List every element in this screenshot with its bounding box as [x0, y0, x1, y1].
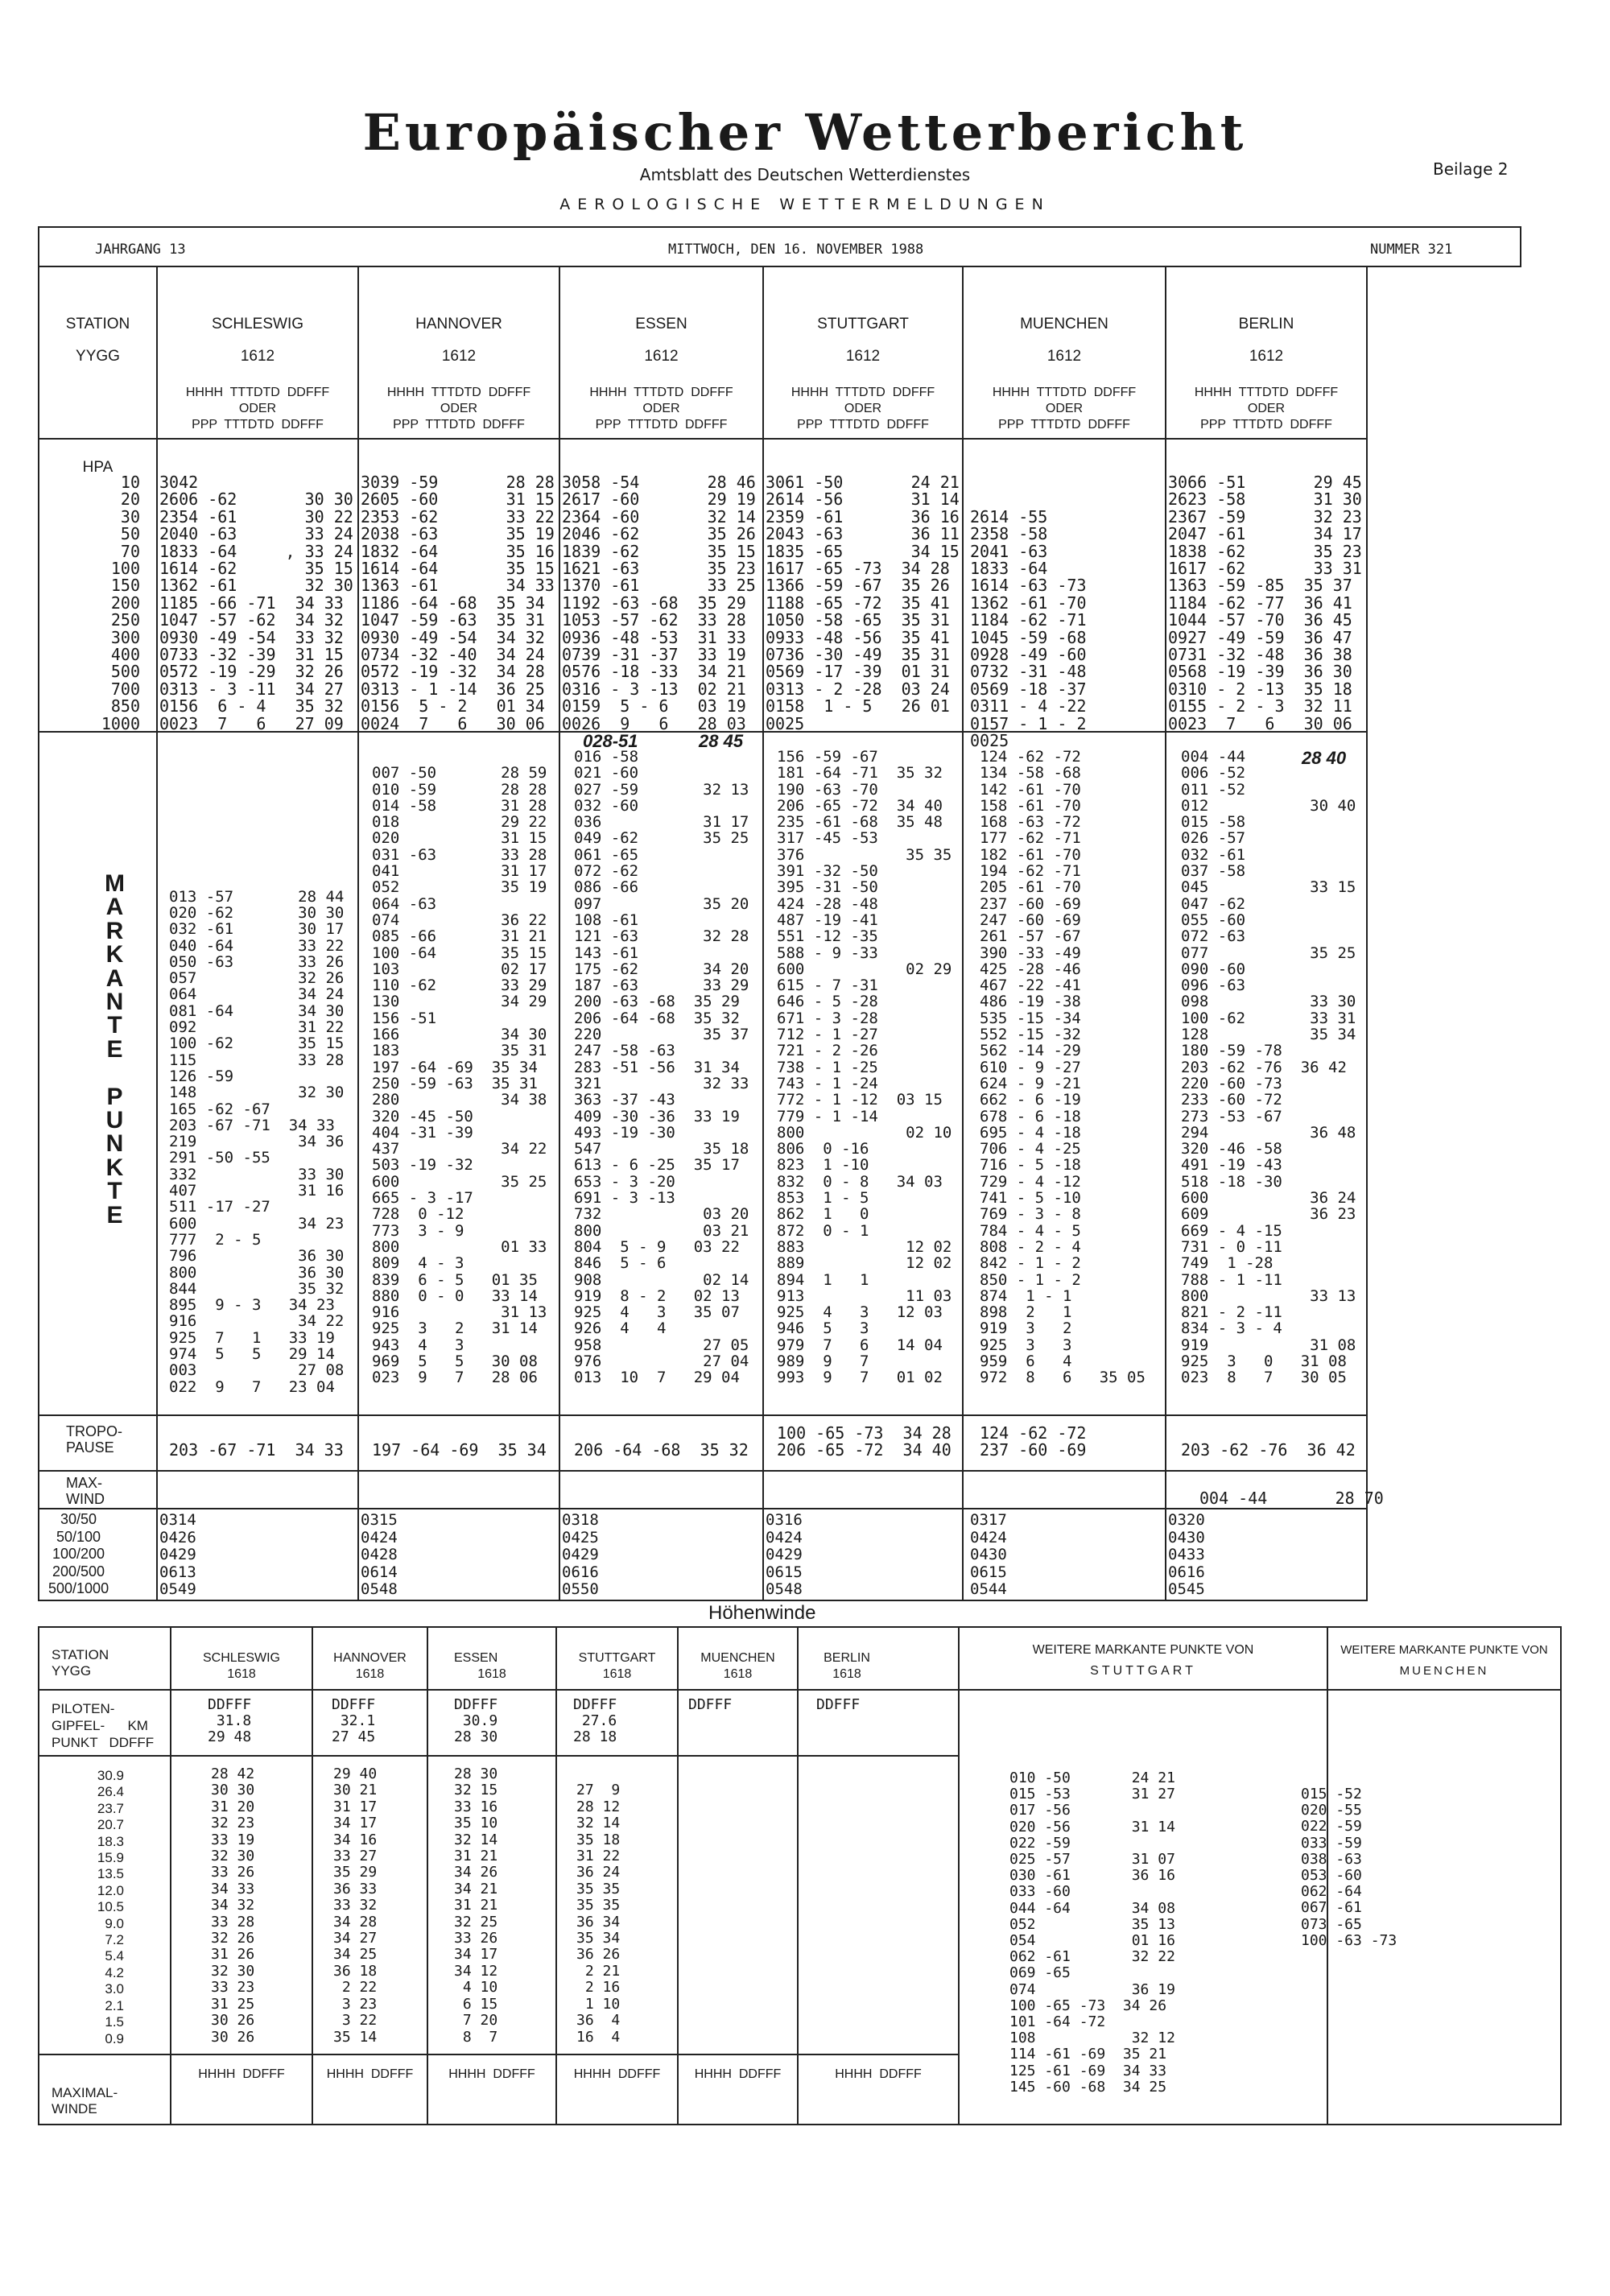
maxwind-head: HHHH DDFFF — [573, 2067, 661, 2081]
col-sep — [170, 1626, 171, 2125]
further-stuttgart-head: WEITERE MARKANTE PUNKTE VON STUTTGART — [1032, 1643, 1254, 1678]
further-muenchen-data: 015 -52 020 -55 022 -59 033 -59 038 -63 053 -60 062 -64 067 -61 073 -65 100 -63 -73 — [1301, 1786, 1397, 1949]
station-label: STATION — [65, 316, 130, 332]
markante-hannover: 007 -50 28 59 010 -59 28 28 014 -58 31 28 018 29 22 020 31 15 031 -63 33 28 041 31 17 052 35 19 064 -63 074 36 22 085 -66 31 21 100 -64 35 15 103 02 17 110 -62 33 29 130 34 29 156 -51 166 34 30 183 35 31 197 -64 -69 35 34 250 -59 -63 35 31 280 34 38 320 -45 -50 404 -31 -39 437 34 22 503 -19 -32 600 35 25 665 - 3 -17 728 0 -12 773 3 - 9 800 01 33 809 4 - 3 839 6 - 5 01 35 880 0 - 0 33 14 916 31 13 925 3 2 31 14 943 4 3 969 5 5 30 08 023 9 7 28 06 — [372, 764, 547, 1387]
table1-left-border — [38, 226, 39, 1601]
yygg-label: YYGG — [76, 348, 120, 365]
col-subheader: HHHH TTTDTD DDFFF ODER PPP TTTDTD DDFFF — [791, 386, 935, 432]
col-sep — [559, 266, 560, 1601]
thickness-labels: 30/50 50/100 100/200 200/500 500/1000 — [48, 1511, 109, 1596]
winds-schleswig: 28 42 30 30 31 20 32 23 33 19 32 30 33 26 34 33 34 32 33 28 32 26 31 26 32 30 33 23 31 25 30 26 30 26 — [211, 1765, 255, 2046]
station-yygg: 1612 — [845, 348, 881, 365]
station-name: MUENCHEN — [1020, 316, 1108, 332]
std-levels-schleswig: 3042 2606 -62 30 30 2354 -61 30 22 2040 -63 33 24 1833 -64 , 33 24 1614 -62 35 15 1362 -61 32 30 1185 -66 -71 34 33 1047 -57 -62 34 32 0930 -49 -54 33 32 0733 -32 -39 31 15 0572 -19 -29 32 26 0313 - 3 -11 34 27 0156 6 - 4 35 32 0023 7 6 27 09 — [159, 473, 353, 733]
hpa-levels: 10 20 30 50 70 100 150 200 250 300 400 500 700 850 1000 — [101, 473, 140, 733]
section-title: AEROLOGISCHE WETTERMELDUNGEN — [559, 196, 1051, 213]
further-stuttgart-data: 010 -50 24 21 015 -53 31 27 017 -56 020 -56 31 14 022 -59 025 -57 31 07 030 -61 36 16 033 -60 044 -64 34 08 052 35 13 054 01 16 062 -61 32 22 069 -65 074 36 19 100 -65 -73 34 26 101 -64 -72 108 32 12 114 -61 -69 35 21 125 -61 -69 34 33 145 -60 -68 34 25 — [1009, 1769, 1175, 2096]
markante-schleswig: 013 -57 28 44 020 -62 30 30 032 -61 30 17 040 -64 33 22 050 -63 33 26 057 32 26 064 34 24 081 -64 34 30 092 31 22 100 -62 35 15 115 33 28 126 -59 148 32 30 165 -62 -67 203 -67 -71 34 33 219 34 36 291 -50 -55 332 33 30 407 31 16 511 -17 -27 600 34 23 777 2 - 5 796 36 30 800 36 30 844 35 32 895 9 - 3 34 23 916 34 22 925 7 1 33 19 974 5 5 29 14 003 27 08 022 9 7 23 04 — [169, 887, 345, 1396]
station-name: ESSEN — [635, 316, 687, 332]
tropo-separator — [38, 1470, 1368, 1472]
winds-hannover: 29 40 30 21 31 17 34 17 34 16 33 27 35 29 36 33 33 32 34 28 34 27 34 25 36 18 2 22 3 23 3 22 35 14 — [333, 1765, 378, 2046]
table2-bottom-border — [38, 2124, 1562, 2125]
station-name: SCHLESWIG — [211, 316, 304, 332]
col-subheader: HHHH TTTDTD DDFFF ODER PPP TTTDTD DDFFF — [185, 386, 330, 432]
col-sep — [677, 1626, 679, 2125]
col-sep — [427, 1626, 428, 2125]
col-subheader: HHHH TTTDTD DDFFF ODER PPP TTTDTD DDFFF — [992, 386, 1137, 432]
col-subheader: HHHH TTTDTD DDFFF ODER PPP TTTDTD DDFFF — [386, 386, 531, 432]
station-name: MUENCHEN 1618 — [700, 1651, 775, 1681]
tropo-schleswig: 203 -67 -71 34 33 — [169, 1440, 344, 1460]
markante-punkte-label — [97, 872, 133, 1227]
tropo-essen: 206 -64 -68 35 32 — [574, 1440, 749, 1460]
maxwind-head: HHHH DDFFF — [694, 2067, 782, 2081]
pilot-essen: DDFFF 30.9 28 30 — [454, 1696, 498, 1745]
header-row-separator — [38, 438, 1368, 440]
pilot-berlin: DDFFF — [816, 1696, 861, 1713]
hpa-label: HPA — [82, 459, 114, 476]
markante-muenchen: 124 -62 -72 134 -58 -68 142 -61 -70 158 -61 -70 168 -63 -72 177 -62 -71 182 -61 -70 194 -62 -71 205 -61 -70 237 -60 -69 247 -60 -69 261 -57 -67 390 -33 -49 425 -28 -46 467 -22 -41 486 -19 -38 535 -15 -34 552 -15 -32 562 -14 -29 610 - 9 -27 624 - 9 -21 662 - 6 -19 678 - 6 -18 695 - 4 -18 706 - 4 -25 716 - 5 -18 729 - 4 -12 741 - 5 -10 769 - 3 - 8 784 - 4 - 5 808 - 2 - 4 842 - 1 - 2 850 - 1 - 2 874 1 - 1 898 2 1 919 3 2 925 3 3 959 6 4 972 8 6 35 05 — [980, 748, 1146, 1387]
thickness-berlin: 0320 0430 0433 0616 0545 — [1168, 1511, 1205, 1598]
markante-stuttgart: 156 -59 -67 181 -64 -71 35 32 190 -63 -70 206 -65 -72 34 40 235 -61 -68 35 48 317 -45 -53 376 35 35 391 -32 -50 395 -31 -50 424 -28 -48 487 -19 -41 551 -12 -35 588 - 9 -33 600 02 29 615 - 7 -31 646 - 5 -28 671 - 3 -28 712 - 1 -27 721 - 2 -26 738 - 1 -25 743 - 1 -24 772 - 1 -12 03 15 779 - 1 -14 800 02 10 806 0 -16 823 1 -10 832 0 - 8 34 03 853 1 - 5 862 1 0 872 0 - 1 883 12 02 889 12 02 894 1 1 913 11 03 925 4 3 12 03 946 5 3 979 7 6 14 04 989 9 7 993 9 7 01 02 — [777, 748, 952, 1387]
maxwind-berlin: 004 -44 28 70 — [1199, 1489, 1384, 1508]
thickness-stuttgart: 0316 0424 0429 0615 0548 — [766, 1511, 803, 1598]
col-subheader: HHHH TTTDTD DDFFF ODER PPP TTTDTD DDFFF — [1194, 386, 1339, 432]
pilot-hannover: DDFFF 32.1 27 45 — [332, 1696, 376, 1745]
beilage-label: Beilage 2 — [1433, 159, 1509, 179]
station-name: STUTTGART — [817, 316, 909, 332]
thickness-hannover: 0315 0424 0428 0614 0548 — [361, 1511, 398, 1598]
thickness-essen: 0318 0425 0429 0616 0550 — [562, 1511, 599, 1598]
tropo-label: TROPO- PAUSE — [66, 1423, 122, 1456]
date-row-separator — [38, 266, 1521, 267]
pilot-schleswig: DDFFF 31.8 29 48 — [208, 1696, 252, 1745]
row-sep — [38, 1689, 958, 1691]
table1-bottom-border — [38, 1600, 1368, 1601]
winds-essen: 28 30 32 15 33 16 35 10 32 14 31 21 34 26 34 21 31 21 32 25 33 26 34 17 34 12 4 10 6 15 7 20 8 7 — [454, 1765, 498, 2046]
thickness-muenchen: 0317 0424 0430 0615 0544 — [970, 1511, 1007, 1598]
station-name: ESSEN 1618 — [454, 1651, 506, 1681]
row-sep — [38, 2054, 958, 2055]
issue-date: MITTWOCH, DEN 16. NOVEMBER 1988 — [668, 242, 924, 258]
handwritten-note: 28 45 — [699, 731, 744, 751]
maxwind-head: HHHH DDFFF — [198, 2067, 285, 2081]
jahrgang: JAHRGANG 13 — [95, 242, 186, 258]
piloten-label: PILOTEN- GIPFEL- KM PUNKT DDFFF — [52, 1701, 155, 1750]
tropo-berlin: 203 -62 -76 36 42 — [1181, 1440, 1356, 1460]
maxwind-head: HHHH DDFFF — [835, 2067, 922, 2081]
col-sep — [555, 1626, 557, 2125]
station-name: BERLIN 1618 — [824, 1651, 870, 1681]
station-name: STUTTGART 1618 — [578, 1651, 656, 1681]
tropo-stuttgart: 100 -65 -73 34 28 206 -65 -72 34 40 — [777, 1423, 952, 1460]
maxwind-head: HHHH DDFFF — [326, 2067, 414, 2081]
table2-right-border — [1560, 1626, 1562, 2125]
std-levels-stuttgart: 3061 -50 24 21 2614 -56 31 14 2359 -61 36 16 2043 -63 36 11 1835 -65 34 15 1617 -65 -73 34 28 1366 -59 -67 35 26 1188 -65 -72 35 41 1050 -58 -65 35 31 0933 -48 -56 35 41 0736 -30 -49 35 31 0569 -17 -39 01 31 0313 - 2 -28 03 24 0158 1 - 5 26 01 0025 — [766, 473, 960, 733]
col-sep — [962, 266, 964, 1601]
row-sep — [958, 1689, 1562, 1691]
std-levels-essen: 3058 -54 28 46 2617 -60 29 19 2364 -60 32 14 2046 -62 35 26 1839 -62 35 15 1621 -63 35 23 1370 -61 33 25 1192 -63 -68 35 29 1053 -57 -62 33 28 0936 -48 -53 31 33 0739 -31 -37 33 19 0576 -18 -33 34 21 0316 - 3 -13 02 21 0159 5 - 6 03 19 0026 9 6 28 03 — [562, 473, 756, 733]
table1-top-border — [38, 226, 1521, 228]
col-sep — [156, 266, 158, 1601]
maxwind-head: HHHH DDFFF — [448, 2067, 535, 2081]
table1-right-border — [1520, 226, 1521, 266]
pilot-muenchen: DDFFF — [688, 1696, 733, 1713]
further-muenchen-head: WEITERE MARKANTE PUNKTE VON MUENCHEN — [1340, 1643, 1548, 1678]
station-name: SCHLESWIG 1618 — [202, 1651, 280, 1681]
station-name: HANNOVER — [415, 316, 502, 332]
issue-number: NUMMER 321 — [1370, 242, 1453, 258]
handwritten-note: 28 40 — [1302, 748, 1347, 768]
maxwind-separator — [38, 1508, 1368, 1509]
thickness-schleswig: 0314 0426 0429 0613 0549 — [159, 1511, 196, 1598]
maximal-winde-label: MAXIMAL- WINDE — [52, 2085, 118, 2116]
station-yygg: 1612 — [441, 348, 477, 365]
col-subheader: HHHH TTTDTD DDFFF ODER PPP TTTDTD DDFFF — [589, 386, 733, 432]
page-title: Europäischer Wetterbericht — [362, 103, 1248, 162]
col-sep — [958, 1626, 960, 2125]
col-sep — [357, 266, 359, 1601]
pilot-stuttgart: DDFFF 27.6 28 18 — [573, 1696, 617, 1745]
col-sep — [1165, 266, 1166, 1601]
col-sep — [797, 1626, 799, 2125]
handwritten-note: 028-51 — [583, 731, 638, 751]
station-yygg: 1612 — [644, 348, 679, 365]
col-sep — [312, 1626, 313, 2125]
station-yygg: 1612 — [1249, 348, 1284, 365]
tropo-muenchen: 124 -62 -72 237 -60 -69 — [980, 1423, 1087, 1460]
col-sep — [762, 266, 764, 1601]
markante-essen: 016 -58 021 -60 027 -59 32 13 032 -60 036 31 17 049 -62 35 25 061 -65 072 -62 086 -66 097 35 20 108 -61 121 -63 32 28 143 -61 175 -62 34 20 187 -63 33 29 200 -63 -68 35 29 206 -64 -68 35 32 220 35 37 247 -58 -63 283 -51 -56 31 34 321 32 33 363 -37 -43 409 -30 -36 33 19 493 -19 -30 547 35 18 613 - 6 -25 35 17 653 - 3 -20 691 - 3 -13 732 03 20 800 03 21 804 5 - 9 03 22 846 5 - 6 908 02 14 919 8 - 2 02 13 925 4 3 35 07 926 4 4 958 27 05 976 27 04 013 10 7 29 04 — [574, 748, 749, 1387]
std-levels-berlin: 3066 -51 29 45 2623 -58 31 30 2367 -59 32 23 2047 -61 34 17 1838 -62 35 23 1617 -62 33 31 1363 -59 -85 35 37 1184 -62 -77 36 41 1044 -57 -70 36 45 0927 -49 -59 36 47 0731 -32 -48 36 38 0568 -19 -39 36 30 0310 - 2 -13 35 18 0155 - 2 - 3 32 11 0023 7 6 30 06 — [1168, 473, 1362, 733]
row-sep — [38, 1755, 958, 1757]
subtitle: Amtsblatt des Deutschen Wetterdienstes — [639, 165, 971, 184]
winds-stuttgart: 27 9 28 12 32 14 35 18 31 22 36 24 35 35 35 35 36 34 35 34 36 26 2 21 2 16 1 10 36 4 16 4 — [576, 1782, 621, 2046]
table2-top-border — [38, 1626, 1562, 1628]
std-levels-hannover: 3039 -59 28 28 2605 -60 31 15 2353 -62 33 22 2038 -63 35 19 1832 -64 35 16 1614 -64 35 15 1363 -61 34 33 1186 -64 -68 35 34 1047 -59 -63 35 31 0930 -49 -54 34 32 0734 -32 -40 34 24 0572 -19 -32 34 28 0313 - 1 -14 36 25 0156 5 - 2 01 34 0024 7 6 30 06 — [361, 473, 555, 733]
station-yygg: 1612 — [240, 348, 275, 365]
station-name: HANNOVER 1618 — [333, 1651, 407, 1681]
hoehenwinde-caption: Höhenwinde — [708, 1602, 816, 1624]
table1-right-border-lower — [1366, 266, 1368, 1601]
maxwind-label: MAX- WIND — [66, 1475, 105, 1507]
markante-separator — [38, 1414, 1368, 1416]
tropo-hannover: 197 -64 -69 35 34 — [372, 1440, 547, 1460]
table2-left-border — [38, 1626, 39, 2125]
markante-label-text: M A R K A N T E P U N K T E — [105, 870, 125, 1229]
markante-berlin: 004 -44 006 -52 011 -52 012 30 40 015 -58 026 -57 032 -61 037 -58 045 33 15 047 -62 055 -60 072 -63 077 35 25 090 -60 096 -63 098 33 30 100 -62 33 31 128 35 34 180 -59 -78 203 -62 -76 36 42 220 -60 -73 233 -60 -72 273 -53 -67 294 36 48 320 -46 -58 491 -19 -43 518 -18 -30 600 36 24 609 36 23 669 - 4 -15 731 - 0 -11 749 1 -28 788 - 1 -11 800 33 13 821 - 2 -11 834 - 3 - 4 919 31 08 925 3 0 31 08 023 8 7 30 05 — [1181, 748, 1356, 1387]
station-yygg: 1612 — [1046, 348, 1082, 365]
station-yygg-label: STATION YYGG — [52, 1647, 109, 1679]
km-levels: 30.9 26.4 23.7 20.7 18.3 15.9 13.5 12.0 10.5 9.0 7.2 5.4 4.2 3.0 2.1 1.5 0.9 — [97, 1768, 124, 2046]
station-name: BERLIN — [1238, 316, 1294, 332]
std-levels-muenchen: 2614 -55 2358 -58 2041 -63 1833 -64 1614 -63 -73 1362 -61 -70 1184 -62 -71 1045 -59 -68 0928 -49 -60 0732 -31 -48 0569 -18 -37 0311 - 4 -22 0157 - 1 - 2 0025 — [970, 506, 1087, 751]
